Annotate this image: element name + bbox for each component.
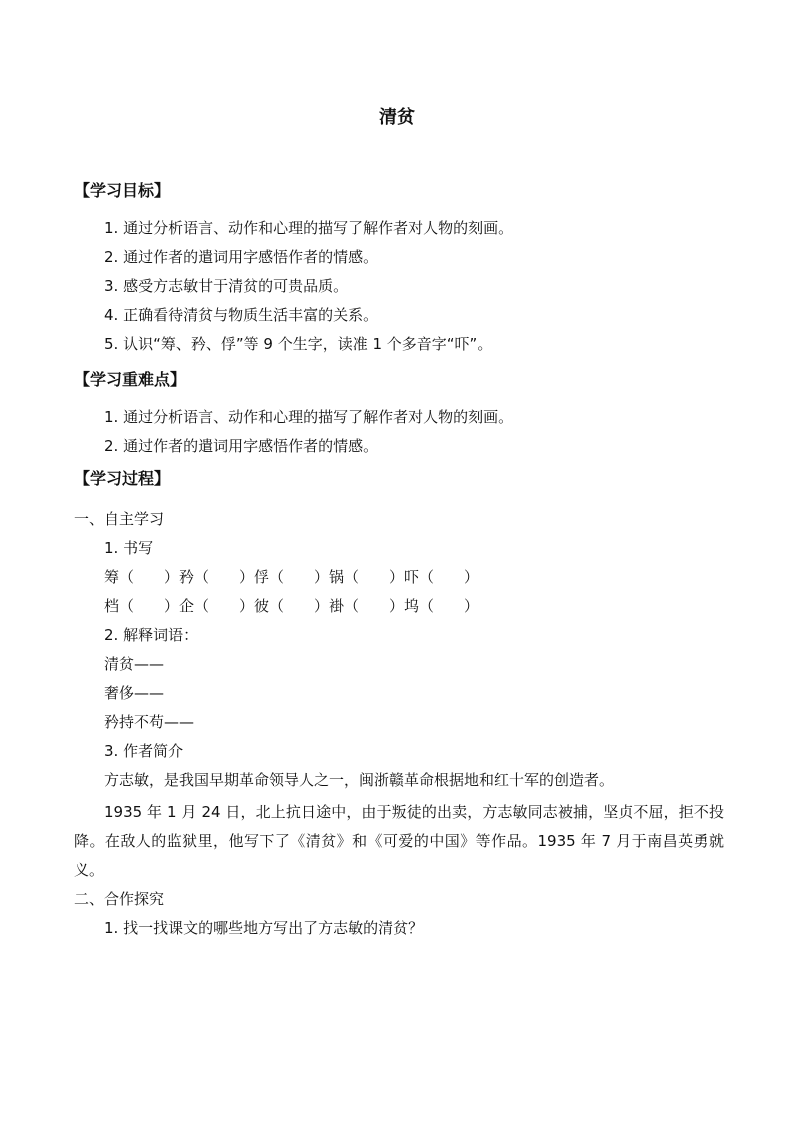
keypoint-item: 1. 通过分析语言、动作和心理的描写了解作者对人物的刻画。: [104, 408, 514, 426]
section-cooperation: 二、合作探究: [74, 890, 165, 908]
author-paragraph-1: 方志敏，是我国早期革命领导人之一，闽浙赣革命根据地和红十军的创造者。: [104, 771, 615, 789]
writing-label: 1. 书写: [104, 539, 154, 557]
goals-list: [0, 214, 794, 359]
author-label: 3. 作者简介: [104, 742, 184, 760]
goal-item: 3. 感受方志敏甘于清贫的可贵品质。: [104, 277, 349, 295]
goal-item: 1. 通过分析语言、动作和心理的描写了解作者对人物的刻画。: [104, 219, 514, 237]
author-paragraph-2: 1935 年 1 月 24 日，北上抗日途中，由于叛徒的出卖，方志敏同志被捕，坚贞不屈，拒不投降。在敌人的监狱里，他写下了《清贫》和《可爱的中国》等作品。1935 年 7 月于南昌英勇就义。: [74, 803, 724, 879]
keypoints-section: [0, 365, 794, 395]
process-heading: 【学习过程】: [74, 469, 171, 488]
keypoint-item: 2. 通过作者的遣词用字感悟作者的情感。: [104, 437, 379, 455]
chars-row-2: 档（ ）企（ ）彼（ ）褂（ ）坞（ ）: [104, 597, 480, 615]
keypoints-list: [0, 403, 794, 461]
goal-item: 4. 正确看待清贫与物质生活丰富的关系。: [104, 306, 379, 324]
goal-item: 2. 通过作者的遣词用字感悟作者的情感。: [104, 248, 379, 266]
chars-row-1: 筹（ ）矜（ ）俘（ ）锅（ ）吓（ ）: [104, 568, 480, 586]
word-item: 清贫——: [104, 655, 165, 673]
goals-section: [0, 176, 794, 206]
process-section: [0, 464, 794, 494]
goal-item: 5. 认识“筹、矜、俘”等 9 个生字，读准 1 个多音字“吓”。: [104, 335, 493, 353]
self-study: [0, 505, 794, 795]
question-1: 1. 找一找课文的哪些地方写出了方志敏的清贫？: [104, 919, 424, 937]
section-self-study: 一、自主学习: [74, 510, 165, 528]
goals-heading: 【学习目标】: [74, 181, 171, 200]
keypoints-heading: 【学习重难点】: [74, 370, 187, 389]
page-title: 清贫: [379, 107, 415, 128]
word-item: 奢侈——: [104, 684, 165, 702]
cooperation: [0, 885, 794, 943]
explain-label: 2. 解释词语：: [104, 626, 199, 644]
word-item: 矜持不苟——: [104, 713, 195, 731]
